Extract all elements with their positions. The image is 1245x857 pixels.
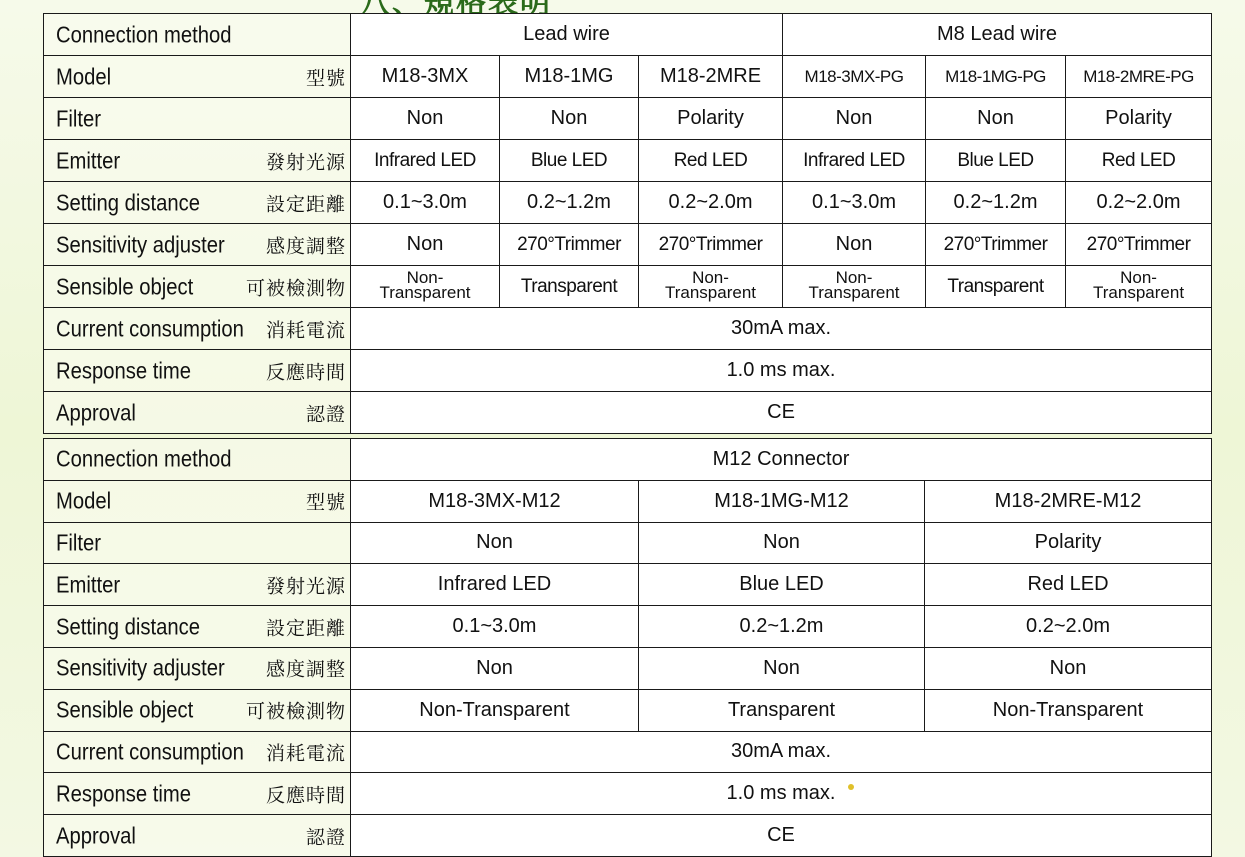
emitter-cell: Infrared LED — [783, 140, 926, 182]
sensible-cell: Non- Transparent — [1066, 266, 1212, 308]
sensitivity-cell: 270°Trimmer — [500, 224, 639, 266]
distance-cell: 0.2~1.2m — [926, 182, 1066, 224]
model-cell: M18-2MRE-PG — [1066, 56, 1212, 98]
emitter-cell: Blue LED — [500, 140, 639, 182]
emitter-cell: Infrared LED — [351, 564, 639, 606]
filter-cell: Polarity — [925, 522, 1212, 564]
table-row — [44, 266, 1212, 308]
emitter-cell: Red LED — [925, 564, 1212, 606]
approval-cell: CE — [351, 815, 1212, 857]
sensible-cell: Non- Transparent — [783, 266, 926, 308]
filter-cell: Non — [783, 98, 926, 140]
sensible-cell: Non-Transparent — [925, 689, 1212, 731]
distance-cell: 0.2~2.0m — [925, 606, 1212, 648]
table-row — [44, 350, 1212, 392]
response-cell: 1.0 ms max. — [351, 773, 1212, 815]
sensible-cell: Non- Transparent — [639, 266, 783, 308]
distance-cell: 0.1~3.0m — [351, 606, 639, 648]
row-label: Emitter 發射光源 — [44, 564, 351, 606]
sensitivity-cell: 270°Trimmer — [639, 224, 783, 266]
filter-cell: Polarity — [639, 98, 783, 140]
spec-table-lead-wire — [43, 13, 1212, 434]
table-row — [44, 56, 1212, 98]
distance-cell: 0.1~3.0m — [783, 182, 926, 224]
emitter-cell: Blue LED — [926, 140, 1066, 182]
distance-cell: 0.2~1.2m — [639, 606, 925, 648]
emitter-cell: Red LED — [639, 140, 783, 182]
table-row — [44, 564, 1212, 606]
model-cell: M18-2MRE — [639, 56, 783, 98]
sensitivity-cell: 270°Trimmer — [1066, 224, 1212, 266]
model-cell: M18-3MX-PG — [783, 56, 926, 98]
row-label: Sensitivity adjuster 感度調整 — [44, 224, 351, 266]
table-row — [44, 647, 1212, 689]
row-label: Connection method — [44, 14, 351, 56]
model-cell: M18-3MX-M12 — [351, 480, 639, 522]
distance-cell: 0.2~2.0m — [1066, 182, 1212, 224]
filter-cell: Non — [351, 98, 500, 140]
table-row — [44, 308, 1212, 350]
row-label: Filter — [44, 522, 351, 564]
row-label: Connection method — [44, 439, 351, 481]
sensitivity-cell: 270°Trimmer — [926, 224, 1066, 266]
table-row — [44, 140, 1212, 182]
row-label: Current consumption 消耗電流 — [44, 308, 351, 350]
sensitivity-cell: Non — [351, 224, 500, 266]
model-cell: M18-1MG-PG — [926, 56, 1066, 98]
table-row — [44, 182, 1212, 224]
sensitivity-cell: Non — [351, 647, 639, 689]
table-row — [44, 731, 1212, 773]
row-label: Emitter 發射光源 — [44, 140, 351, 182]
row-label: Sensible object 可被檢測物 — [44, 266, 351, 308]
row-label: Setting distance 設定距離 — [44, 182, 351, 224]
spec-table-m12-connector — [43, 438, 1212, 857]
model-cell: M18-2MRE-M12 — [925, 480, 1212, 522]
filter-cell: Non — [926, 98, 1066, 140]
current-cell: 30mA max. — [351, 731, 1212, 773]
filter-cell: Non — [639, 522, 925, 564]
table-row — [44, 522, 1212, 564]
row-label: Model 型號 — [44, 480, 351, 522]
table-row — [44, 98, 1212, 140]
emitter-cell: Red LED — [1066, 140, 1212, 182]
emitter-cell: Blue LED — [639, 564, 925, 606]
filter-cell: Non — [500, 98, 639, 140]
current-cell: 30mA max. — [351, 308, 1212, 350]
approval-cell: CE — [351, 392, 1212, 434]
filter-cell: Polarity — [1066, 98, 1212, 140]
table-row — [44, 815, 1212, 857]
distance-cell: 0.2~2.0m — [639, 182, 783, 224]
model-cell: M18-1MG-M12 — [639, 480, 925, 522]
table-row — [44, 224, 1212, 266]
table-row — [44, 606, 1212, 648]
table-row — [44, 689, 1212, 731]
model-cell: M18-3MX — [351, 56, 500, 98]
emitter-cell: Infrared LED — [351, 140, 500, 182]
model-cell: M18-1MG — [500, 56, 639, 98]
row-label: Filter — [44, 98, 351, 140]
table-row — [44, 480, 1212, 522]
row-label: Approval 認證 — [44, 392, 351, 434]
table-row — [44, 14, 1212, 56]
row-label: Sensitivity adjuster 感度調整 — [44, 647, 351, 689]
sensible-cell: Transparent — [500, 266, 639, 308]
sensitivity-cell: Non — [783, 224, 926, 266]
row-label: Approval 認證 — [44, 815, 351, 857]
row-label: Sensible object 可被檢測物 — [44, 689, 351, 731]
sensible-cell: Transparent — [639, 689, 925, 731]
sensible-cell: Non- Transparent — [351, 266, 500, 308]
table-row — [44, 773, 1212, 815]
connection-group-m8-lead-wire: M8 Lead wire — [783, 14, 1212, 56]
sensitivity-cell: Non — [925, 647, 1212, 689]
row-label: Model 型號 — [44, 56, 351, 98]
distance-cell: 0.2~1.2m — [500, 182, 639, 224]
connection-group-lead-wire: Lead wire — [351, 14, 783, 56]
filter-cell: Non — [351, 522, 639, 564]
table-row — [44, 439, 1212, 481]
sensible-cell: Transparent — [926, 266, 1066, 308]
table-row — [44, 392, 1212, 434]
response-cell: 1.0 ms max. — [351, 350, 1212, 392]
row-label: Setting distance 設定距離 — [44, 606, 351, 648]
print-speck — [848, 784, 854, 790]
row-label: Response time 反應時間 — [44, 350, 351, 392]
page-heading — [360, 0, 552, 10]
sensible-cell: Non-Transparent — [351, 689, 639, 731]
row-label: Response time 反應時間 — [44, 773, 351, 815]
sensitivity-cell: Non — [639, 647, 925, 689]
row-label: Current consumption 消耗電流 — [44, 731, 351, 773]
distance-cell: 0.1~3.0m — [351, 182, 500, 224]
connection-group-m12: M12 Connector — [351, 439, 1212, 481]
